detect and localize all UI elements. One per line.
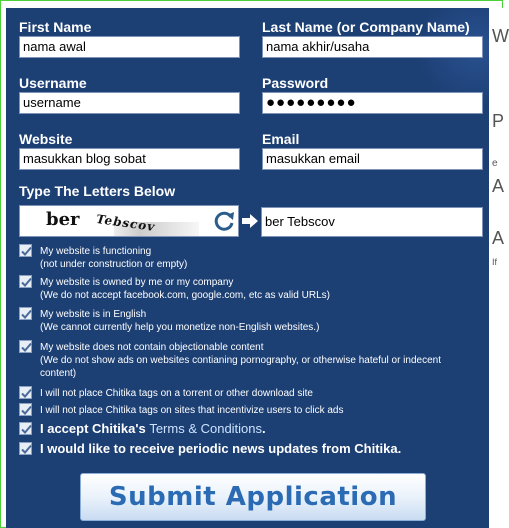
last-name-label: Last Name (or Company Name) bbox=[262, 19, 470, 35]
refresh-icon[interactable] bbox=[212, 209, 236, 233]
checkbox-content[interactable] bbox=[19, 340, 32, 353]
first-name-label: First Name bbox=[19, 19, 92, 35]
checkbox-content-text: My website does not contain objectionable content (We do not show ads on websites contianing pornography, or otherwise hateful or indecent content) bbox=[40, 342, 441, 379]
checkbox-owned[interactable] bbox=[19, 275, 32, 288]
submit-application-button[interactable]: Submit Application bbox=[80, 473, 426, 521]
last-name-field[interactable]: nama akhir/usaha bbox=[262, 36, 483, 58]
checkbox-english-text: My website is in English (We cannot currently help you monetize non-English websites.) bbox=[40, 309, 320, 333]
checkbox-torrent[interactable] bbox=[19, 386, 32, 399]
checkbox-owned-text: My website is owned by me or my company (We do not accept facebook.com, google.com, etc as valid URLs) bbox=[40, 277, 330, 301]
first-name-field[interactable]: nama awal bbox=[19, 36, 240, 58]
edge-letter: A bbox=[492, 228, 505, 248]
edge-letter: A bbox=[492, 176, 505, 196]
checkbox-torrent-text: I will not place Chitika tags on a torrent or other download site bbox=[40, 388, 313, 399]
captcha-word-1: ber bbox=[46, 209, 80, 230]
news-updates-text: I would like to receive periodic news updates from Chitika. bbox=[40, 441, 402, 456]
email-label: Email bbox=[262, 131, 300, 147]
captcha-word-2: Tebscov bbox=[94, 212, 158, 234]
arrow-right-icon bbox=[241, 212, 259, 230]
checkbox-functioning[interactable] bbox=[19, 244, 32, 257]
checkbox-english[interactable] bbox=[19, 307, 32, 320]
captcha-label: Type The Letters Below bbox=[19, 183, 176, 199]
edge-letter: W bbox=[492, 26, 509, 46]
terms-link[interactable]: Terms & Conditions bbox=[149, 421, 263, 436]
edge-letter: e bbox=[492, 158, 498, 169]
checkbox-incentivize[interactable] bbox=[19, 403, 32, 416]
captcha-input[interactable]: ber Tebscov bbox=[261, 207, 483, 237]
checkbox-functioning-text: My website is functioning (not under construction or empty) bbox=[40, 246, 188, 270]
checkbox-incentivize-text: I will not place Chitika tags on sites that incentivize users to click ads bbox=[40, 405, 344, 416]
clipped-side-content bbox=[489, 8, 509, 528]
website-label: Website bbox=[19, 131, 73, 147]
accept-terms-text: I accept Chitika's Terms & Conditions. bbox=[40, 421, 266, 436]
checkbox-news-updates[interactable] bbox=[19, 442, 32, 455]
checkbox-accept-terms[interactable] bbox=[19, 422, 32, 435]
captcha-image bbox=[24, 208, 194, 234]
username-label: Username bbox=[19, 75, 87, 91]
email-field[interactable]: masukkan email bbox=[262, 148, 483, 170]
edge-letter: If bbox=[492, 257, 498, 267]
website-field[interactable]: masukkan blog sobat bbox=[19, 148, 240, 170]
edge-letter: P bbox=[492, 111, 505, 131]
password-label: Password bbox=[262, 75, 329, 91]
captcha-box bbox=[19, 205, 239, 237]
password-field[interactable]: ●●●●●●●●● bbox=[262, 92, 483, 114]
username-field[interactable]: username bbox=[19, 92, 240, 114]
